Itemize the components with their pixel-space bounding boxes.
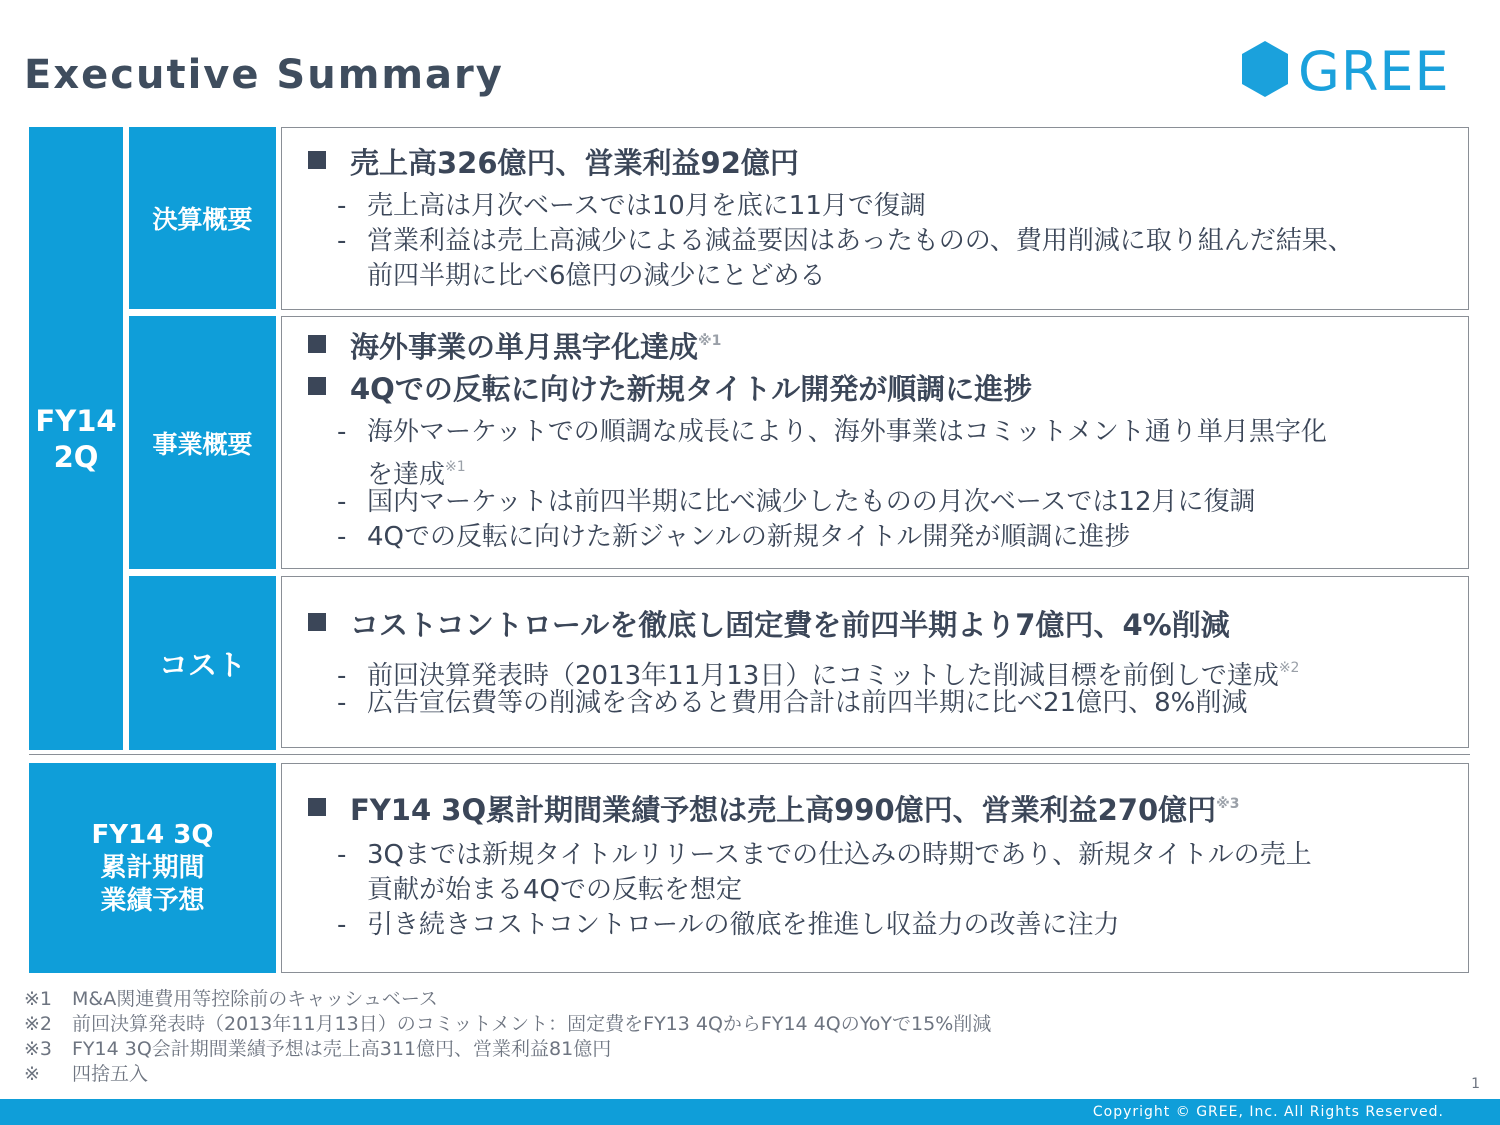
bullet-line: - 売上高は月次ベースでは10月を底に11月で復調 <box>337 191 926 221</box>
gree-logo <box>1240 38 1460 103</box>
section-label-forecast <box>29 763 276 973</box>
divider <box>29 754 1470 755</box>
page-number: 1 <box>1471 1076 1480 1092</box>
forecast-label-line: FY14 3Q <box>91 819 214 850</box>
bullet-line: - 広告宣伝費等の削減を含めると費用合計は前四半期に比べ21億円、8%削減 <box>337 688 1248 718</box>
square-bullet-icon <box>308 151 326 169</box>
section-label-jigyo: 事業概要 <box>129 316 276 569</box>
footnote-ref: ※1 <box>698 333 722 349</box>
footnote: ※1 M&A関連費用等控除前のキャッシュベース <box>24 988 438 1010</box>
page-title: Executive Summary <box>24 52 504 98</box>
footnote: ※3 FY14 3Q会計期間業績予想は売上高311億円、営業利益81億円 <box>24 1038 612 1060</box>
section-heading: 海外事業の単月黒字化達成$^{※1}$ <box>308 325 721 366</box>
section-box-jigyo <box>281 316 1469 569</box>
hexagon-icon <box>1240 40 1290 98</box>
forecast-label-line: 累計期間 <box>100 852 205 883</box>
bullet-line-continued: 前四半期に比べ6億円の減少にとどめる <box>367 261 826 291</box>
forecast-label-line: 業績予想 <box>100 885 205 916</box>
section-heading: コストコントロールを徹底し固定費を前四半期より7億円、4%削減 <box>308 603 1230 644</box>
square-bullet-icon <box>308 335 326 353</box>
bullet-line: - 営業利益は売上高減少による減益要因はあったものの、費用削減に取り組んだ結果、 <box>337 226 1354 256</box>
copyright-text: Copyright © GREE, Inc. All Rights Reserved. <box>1092 1104 1444 1120</box>
footnote-ref: ※3 <box>1216 796 1240 812</box>
bullet-line: - 国内マーケットは前四半期に比べ減少したものの月次ベースでは12月に復調 <box>337 487 1256 517</box>
footnote: ※ 四捨五入 <box>24 1063 149 1085</box>
bullet-line-continued: 貢献が始まる4Qでの反転を想定 <box>367 875 743 905</box>
bullet-line: - 3Qまでは新規タイトルリリースまでの仕込みの時期であり、新規タイトルの売上 <box>337 840 1312 870</box>
logo-text: GREE <box>1298 40 1450 103</box>
section-heading: 売上高326億円、営業利益92億円 <box>308 141 799 182</box>
bullet-line: - 前回決算発表時（2013年11月13日）にコミットした削減目標を前倒しで達成$^{※2}$ <box>337 660 1300 691</box>
section-box-forecast <box>281 763 1469 973</box>
section-label-kessan: 決算概要 <box>129 127 276 309</box>
footnote: ※2 前回決算発表時（2013年11月13日）のコミットメント：固定費をFY13 4QからFY14 4QのYoYで15%削減 <box>24 1013 992 1035</box>
footnote-ref: ※1 <box>445 459 466 475</box>
square-bullet-icon <box>308 377 326 395</box>
section-box-cost <box>281 576 1469 748</box>
section-label-cost: コスト <box>129 576 276 750</box>
square-bullet-icon <box>308 613 326 631</box>
footnote-ref: ※2 <box>1278 660 1300 676</box>
bullet-line-continued: を達成$^{※1}$ <box>367 459 466 490</box>
bullet-line: - 引き続きコストコントロールの徹底を推進し収益力の改善に注力 <box>337 910 1120 940</box>
period-label-line: 2Q <box>53 439 99 474</box>
square-bullet-icon <box>308 798 326 816</box>
bullet-line: - 海外マーケットでの順調な成長により、海外事業はコミットメント通り単月黒字化 <box>337 417 1327 447</box>
period-label-fy14-2q <box>29 127 123 750</box>
section-heading: FY14 3Q累計期間業績予想は売上高990億円、営業利益270億円$^{※3}$ <box>308 788 1240 829</box>
bullet-line: - 4Qでの反転に向けた新ジャンルの新規タイトル開発が順調に進捗 <box>337 522 1131 552</box>
section-heading: 4Qでの反転に向けた新規タイトル開発が順調に進捗 <box>308 367 1032 408</box>
period-label-line: FY14 <box>35 403 117 438</box>
section-box-kessan <box>281 127 1469 310</box>
